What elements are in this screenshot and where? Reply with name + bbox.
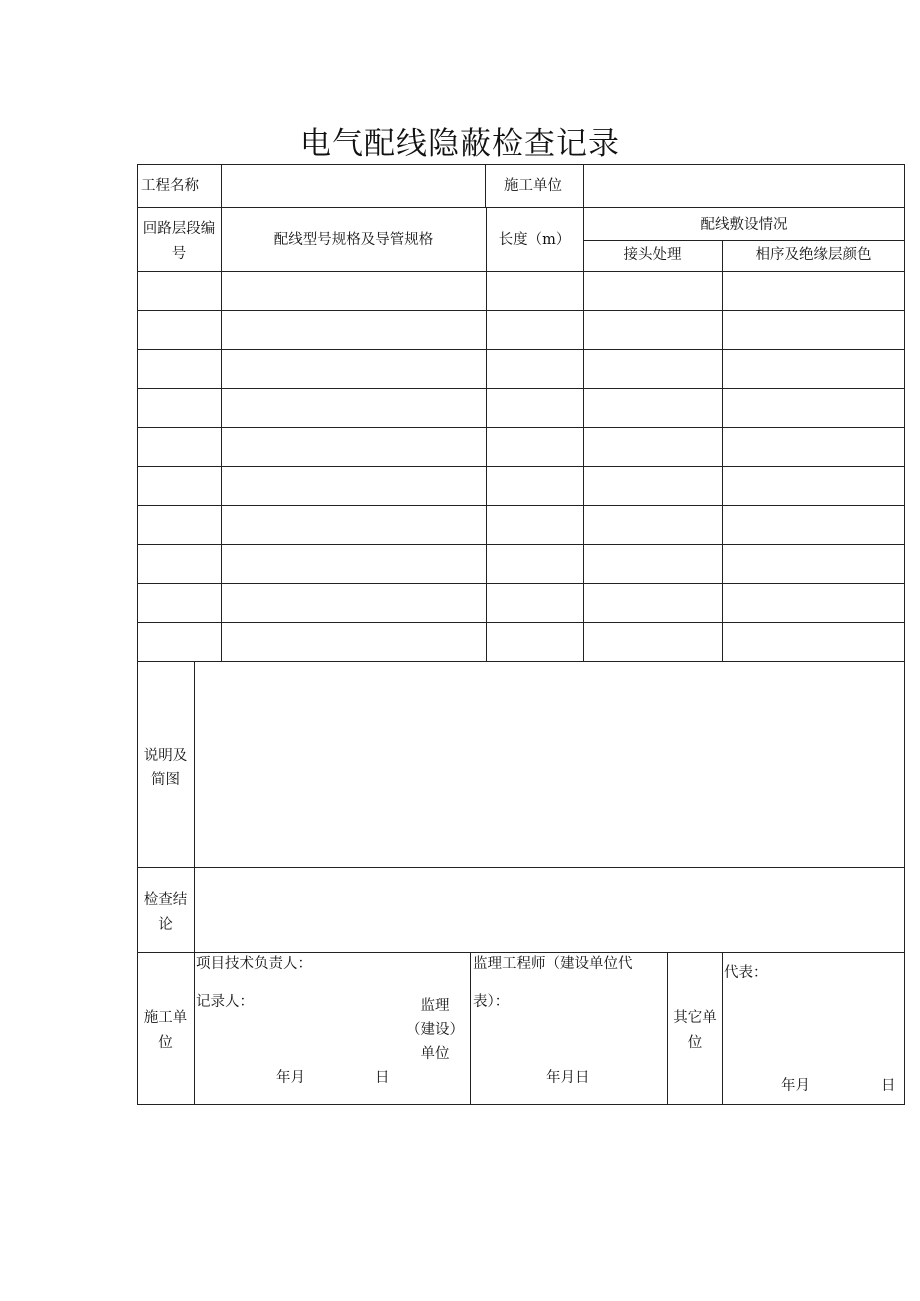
table-cell-length[interactable]	[487, 428, 583, 466]
supervision-label-line3: 单位	[420, 1046, 450, 1062]
table-cell-circuit[interactable]	[138, 350, 221, 388]
table-cell-circuit[interactable]	[138, 623, 221, 661]
date-1-year-month: 年月	[276, 1070, 305, 1086]
conclusion-area[interactable]	[195, 868, 904, 952]
table-cell-circuit[interactable]	[138, 467, 221, 505]
table-cell-spec[interactable]	[222, 467, 486, 505]
table-cell-length[interactable]	[487, 389, 583, 427]
table-cell-joint[interactable]	[584, 350, 722, 388]
table-cell-length[interactable]	[487, 311, 583, 349]
joint-treatment-header: 接头处理	[623, 247, 682, 263]
table-cell-length[interactable]	[487, 467, 583, 505]
recorder-label: 记录人：	[196, 994, 254, 1010]
table-cell-phase[interactable]	[723, 272, 904, 310]
notes-label-line1: 说明及	[143, 748, 188, 764]
table-cell-joint[interactable]	[584, 311, 722, 349]
table-cell-spec[interactable]	[222, 623, 486, 661]
table-cell-spec[interactable]	[222, 350, 486, 388]
table-cell-joint[interactable]	[584, 506, 722, 544]
notes-label-line2: 简图	[151, 772, 180, 788]
conclusion-label-line1: 检查结	[143, 892, 188, 908]
table-cell-spec[interactable]	[222, 311, 486, 349]
project-name-label: 工程名称	[141, 178, 199, 194]
tech-lead-label: 项目技术负责人：	[196, 956, 312, 972]
date-2: 年月日	[546, 1070, 590, 1086]
table-cell-phase[interactable]	[723, 584, 904, 622]
notes-area[interactable]	[195, 662, 904, 867]
table-cell-joint[interactable]	[584, 389, 722, 427]
page-title: 电气配线隐蔽检查记录	[300, 126, 620, 162]
phase-insulation-color-header: 相序及绝缘层颜色	[755, 247, 872, 263]
table-cell-length[interactable]	[487, 584, 583, 622]
table-cell-spec[interactable]	[222, 545, 486, 583]
table-cell-phase[interactable]	[723, 467, 904, 505]
table-cell-phase[interactable]	[723, 389, 904, 427]
date-3-year-month: 年月	[781, 1078, 810, 1094]
wire-spec-header: 配线型号规格及导管规格	[273, 232, 434, 248]
supervisor-label-line1: 监理工程师（建设单位代	[473, 956, 633, 972]
table-cell-joint[interactable]	[584, 623, 722, 661]
table-cell-circuit[interactable]	[138, 272, 221, 310]
table-cell-length[interactable]	[487, 350, 583, 388]
table-cell-joint[interactable]	[584, 272, 722, 310]
table-cell-phase[interactable]	[723, 428, 904, 466]
other-unit-label-line1: 其它单	[673, 1010, 717, 1026]
table-cell-joint[interactable]	[584, 428, 722, 466]
table-cell-circuit[interactable]	[138, 389, 221, 427]
construction-unit-sign-label-line1: 施工单	[143, 1010, 188, 1026]
table-cell-phase[interactable]	[723, 545, 904, 583]
table-cell-phase[interactable]	[723, 506, 904, 544]
table-cell-phase[interactable]	[723, 623, 904, 661]
supervisor-label-line2: 表）：	[473, 994, 510, 1010]
representative-label: 代表：	[724, 965, 768, 981]
table-cell-spec[interactable]	[222, 272, 486, 310]
supervision-label-line2: （建设）	[406, 1022, 464, 1038]
other-unit-label-line2: 位	[687, 1035, 703, 1051]
construction-unit-label: 施工单位	[504, 178, 562, 194]
table-cell-circuit[interactable]	[138, 545, 221, 583]
construction-unit-sign-label-line2: 位	[158, 1035, 173, 1051]
table-cell-length[interactable]	[487, 506, 583, 544]
table-cell-length[interactable]	[487, 623, 583, 661]
table-cell-spec[interactable]	[222, 584, 486, 622]
table-cell-phase[interactable]	[723, 311, 904, 349]
laying-status-header: 配线敷设情况	[700, 217, 788, 233]
table-cell-circuit[interactable]	[138, 584, 221, 622]
table-cell-joint[interactable]	[584, 584, 722, 622]
circuit-no-header-line2: 号	[171, 246, 187, 262]
table-cell-circuit[interactable]	[138, 428, 221, 466]
table-cell-circuit[interactable]	[138, 311, 221, 349]
date-1-day: 日	[375, 1070, 390, 1086]
table-cell-length[interactable]	[487, 272, 583, 310]
table-cell-phase[interactable]	[723, 350, 904, 388]
table-cell-spec[interactable]	[222, 506, 486, 544]
supervision-label-line1: 监理	[420, 998, 450, 1014]
length-header: 长度（m）	[498, 232, 571, 248]
table-cell-length[interactable]	[487, 545, 583, 583]
inspection-record-table	[137, 164, 905, 1105]
table-cell-joint[interactable]	[584, 545, 722, 583]
table-cell-joint[interactable]	[584, 467, 722, 505]
table-cell-spec[interactable]	[222, 428, 486, 466]
table-cell-circuit[interactable]	[138, 506, 221, 544]
date-3-day: 日	[881, 1078, 896, 1094]
conclusion-label-line2: 论	[158, 917, 173, 933]
circuit-no-header-line1: 回路层段编	[142, 221, 216, 237]
table-cell-spec[interactable]	[222, 389, 486, 427]
